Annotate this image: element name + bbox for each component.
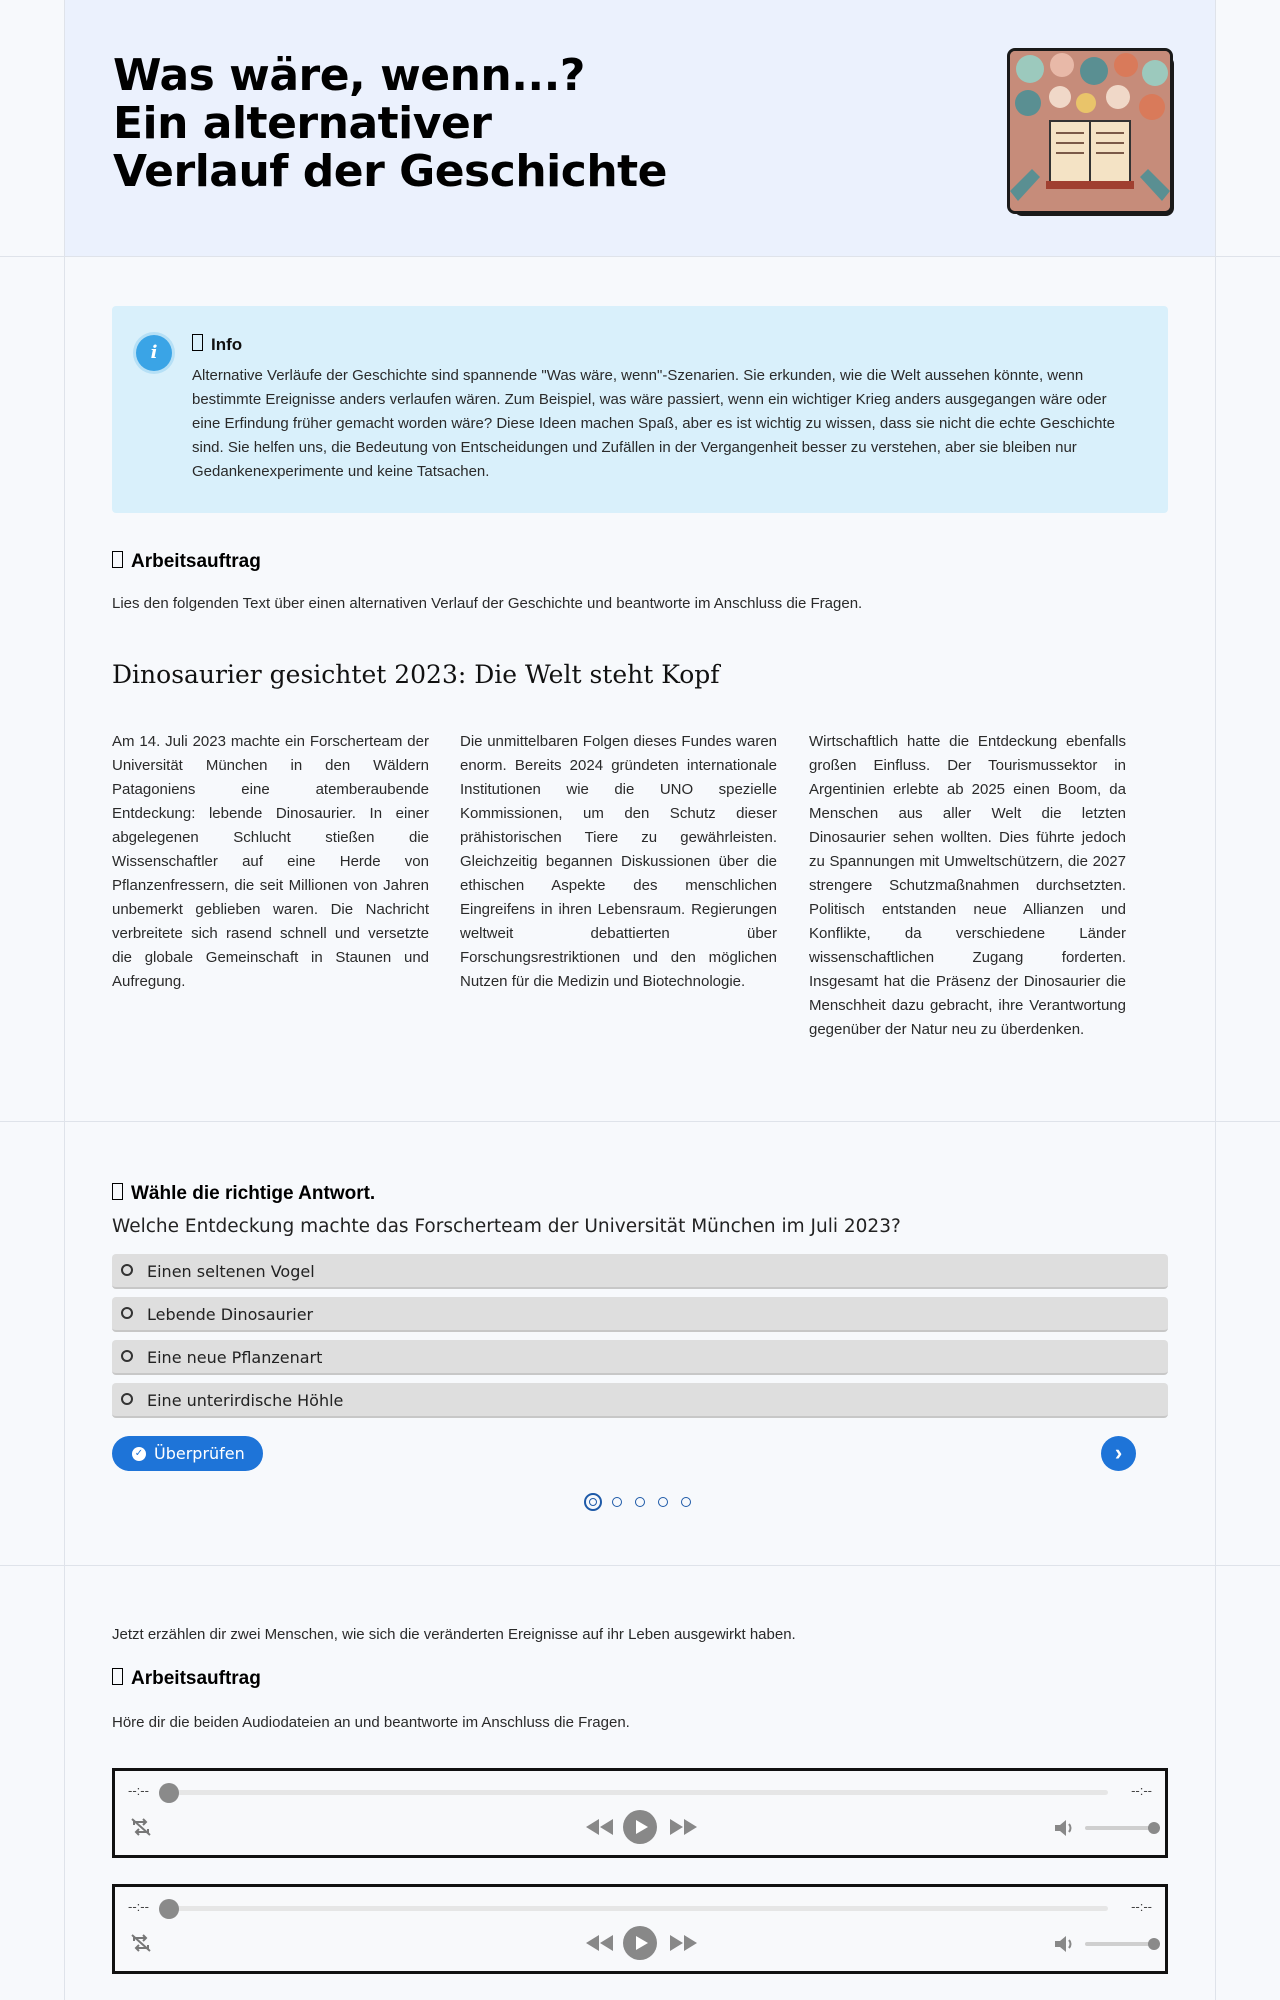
section-divider: [0, 1121, 1280, 1122]
placeholder-glyph-icon: [112, 551, 123, 568]
next-question-button[interactable]: [1101, 1436, 1136, 1471]
rewind-icon[interactable]: [585, 1818, 615, 1836]
pagination-dot-1[interactable]: [584, 1493, 602, 1511]
audio-player-2: [112, 1884, 1168, 1974]
placeholder-glyph-icon: [112, 1183, 123, 1200]
radio-button[interactable]: [121, 1393, 133, 1405]
volume-slider[interactable]: [1085, 1942, 1155, 1946]
placeholder-glyph-icon: [112, 1668, 123, 1685]
fast-forward-icon[interactable]: [668, 1818, 698, 1836]
info-icon: i: [136, 335, 172, 371]
quiz-question: Welche Entdeckung machte das Forscherteam der Universität München im Juli 2023?: [112, 1216, 901, 1237]
grid-line-left: [64, 0, 65, 2000]
article-title: Dinosaurier gesichtet 2023: Die Welt steht Kopf: [112, 660, 720, 689]
answer-option[interactable]: [112, 1254, 1168, 1289]
radio-button[interactable]: [121, 1307, 133, 1319]
progress-handle[interactable]: [159, 1783, 179, 1803]
quiz-heading: Wähle die richtige Antwort.: [112, 1183, 375, 1205]
article-column-1: Am 14. Juli 2023 machte ein Forscherteam der Universität München in den Wäldern Patagoniens eine atemberaubende Entdeckung: lebende Dinosaurier. In einer abgelegenen Schlucht stießen die Wissenschaftler auf eine Herde von Pflanzenfressern, die seit Millionen von Jahren unbemerkt geblieben waren. Die Nachricht verbreitete sich rasend schnell und versetzte die globale Gemeinschaft in Staunen und Aufregung.: [112, 733, 429, 990]
audio-task-heading: Arbeitsauftrag: [112, 1668, 261, 1690]
current-time: --:--: [128, 1783, 149, 1798]
audio-task-instructions: Höre dir die beiden Audiodateien an und beantworte im Anschluss die Fragen.: [112, 1714, 630, 1731]
hero-illustration: [1007, 48, 1173, 214]
repeat-off-icon[interactable]: [130, 1933, 152, 1953]
task-heading: Arbeitsauftrag: [112, 551, 261, 573]
progress-handle[interactable]: [159, 1899, 179, 1919]
chevron-right-icon: ›: [1114, 1440, 1123, 1465]
radio-button[interactable]: [121, 1264, 133, 1276]
section-divider: [0, 256, 1280, 257]
page-title: Was wäre, wenn...? Ein alternativer Verlauf der Geschichte: [113, 50, 668, 197]
article-column-3: Wirtschaftlich hatte die Entdeckung ebenfalls großen Einfluss. Der Tourismussektor in Argentinien erlebte ab 2025 einen Boom, da Menschen aus aller Welt die letzten Dinosaurier sehen wollten. Dies führte jedoch zu Spannungen mit Umweltschützern, die 2027 strengere Schutzmaßnahmen durchsetzten. Politisch entstanden neue Allianzen und Konflikte, da verschiedene Länder wissenschaftlichen Zugang forderten. Insgesamt hat die Präsenz der Dinosaurier die Menschheit dazu gebracht, ihre Verantwortung gegenüber der Natur neu zu überdenken.: [809, 733, 1126, 1038]
pagination-dot-3[interactable]: [635, 1497, 645, 1507]
answer-option-label: Eine unterirdische Höhle: [147, 1391, 344, 1410]
info-text: Alternative Verläufe der Geschichte sind spannende "Was wäre, wenn"-Szenarien. Sie erkunden, wie die Welt aussehen könnte, wenn bestimmte Ereignisse anders verlaufen wären. Zum Beispiel, was wäre passiert, wenn ein wichtiger Krieg anders ausgegangen wäre oder eine Erfindung früher gemacht worden wäre? Diese Ideen machen Spaß, aber es ist wichtig zu wissen, dass sie nicht die echte Geschichte sind. Sie helfen uns, die Bedeutung von Entscheidungen und Zufällen in der Vergangenheit besser zu verstehen, aber sie bleiben nur Gedankenexperimente und keine Tatsachen.: [192, 367, 1115, 480]
current-time: --:--: [128, 1899, 149, 1914]
duration: --:--: [1131, 1899, 1152, 1914]
section-divider: [0, 1565, 1280, 1566]
rewind-icon[interactable]: [585, 1934, 615, 1952]
pagination-dot-2[interactable]: [612, 1497, 622, 1507]
answer-option-label: Einen seltenen Vogel: [147, 1262, 315, 1281]
volume-handle[interactable]: [1148, 1822, 1160, 1834]
volume-slider[interactable]: [1085, 1826, 1155, 1830]
volume-handle[interactable]: [1148, 1938, 1160, 1950]
progress-track[interactable]: [170, 1906, 1108, 1911]
answer-option[interactable]: [112, 1297, 1168, 1332]
task-instructions: Lies den folgenden Text über einen alternativen Verlauf der Geschichte und beantworte im Anschluss die Fragen.: [112, 595, 863, 612]
answer-option-label: Lebende Dinosaurier: [147, 1305, 314, 1324]
repeat-off-icon[interactable]: [130, 1817, 152, 1837]
volume-icon[interactable]: [1053, 1818, 1077, 1838]
check-button-label: Überprüfen: [154, 1444, 245, 1463]
check-circle-icon: ✓: [132, 1447, 146, 1461]
answer-option[interactable]: [112, 1383, 1168, 1418]
fast-forward-icon[interactable]: [668, 1934, 698, 1952]
book-illustration-icon: [1010, 51, 1170, 211]
radio-button[interactable]: [121, 1350, 133, 1362]
progress-track[interactable]: [170, 1790, 1108, 1795]
play-button[interactable]: [623, 1810, 657, 1844]
pagination-dot-5[interactable]: [681, 1497, 691, 1507]
volume-icon[interactable]: [1053, 1934, 1077, 1954]
info-box: [112, 306, 1168, 513]
audio-intro-text: Jetzt erzählen dir zwei Menschen, wie sich die veränderten Ereignisse auf ihr Leben ausgewirkt haben.: [112, 1626, 796, 1643]
play-button[interactable]: [623, 1926, 657, 1960]
grid-line-right: [1215, 0, 1216, 2000]
check-answer-button[interactable]: [112, 1436, 263, 1471]
answer-option-label: Eine neue Pflanzenart: [147, 1348, 323, 1367]
info-title: Info: [192, 334, 242, 355]
answer-option[interactable]: [112, 1340, 1168, 1375]
article-column-2: Die unmittelbaren Folgen dieses Fundes waren enorm. Bereits 2024 gründeten internationale Institutionen wie die UNO spezielle Kommissionen, um den Schutz dieser prähistorischen Tiere zu gewährleisten. Gleichzeitig begannen Diskussionen über die ethischen Aspekte des menschlichen Eingreifens in ihren Lebensraum. Regierungen weltweit debattierten über Forschungsrestriktionen und den möglichen Nutzen für die Medizin und Biotechnologie.: [460, 733, 777, 990]
audio-player-1: [112, 1768, 1168, 1858]
placeholder-glyph-icon: [192, 334, 203, 351]
pagination-dot-4[interactable]: [658, 1497, 668, 1507]
duration: --:--: [1131, 1783, 1152, 1798]
